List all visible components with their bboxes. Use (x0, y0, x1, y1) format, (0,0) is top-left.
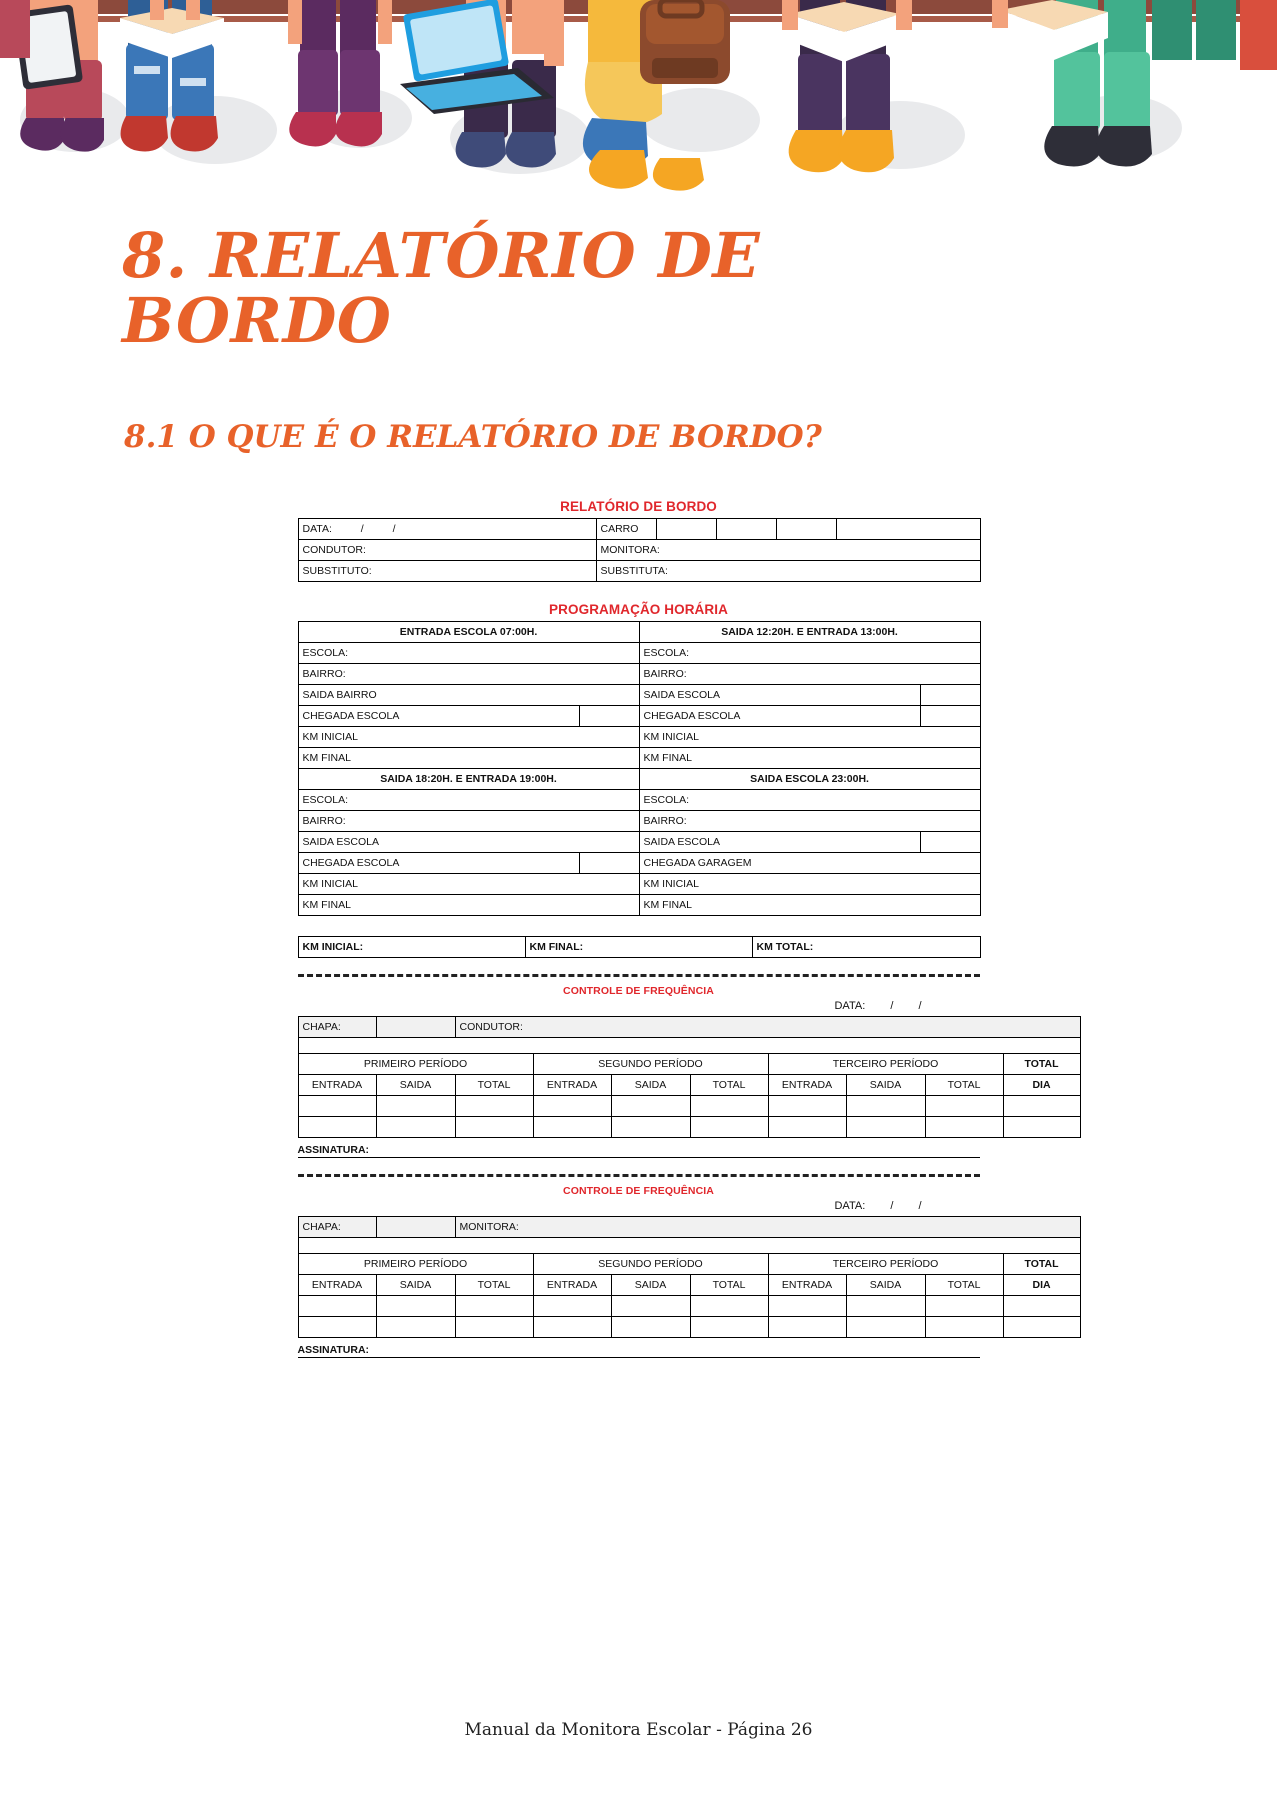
p3-total-a: TOTAL (925, 1075, 1003, 1096)
b2-km-final[interactable]: KM FINAL (639, 748, 980, 769)
c15[interactable] (611, 1117, 690, 1138)
km-summary-table (298, 936, 981, 958)
frequencia-condutor-table (298, 1016, 1081, 1138)
m4[interactable] (533, 1296, 611, 1317)
p2-saida-b: SAIDA (611, 1275, 690, 1296)
m11[interactable] (298, 1317, 376, 1338)
data-label-1: DATA: (834, 1000, 866, 1013)
b2-km-inicial[interactable]: KM INICIAL (639, 727, 980, 748)
dia-header-a: DIA (1003, 1075, 1080, 1096)
dia-header-b: DIA (1003, 1275, 1080, 1296)
frequencia-monitora-table (298, 1216, 1081, 1338)
m19[interactable] (925, 1317, 1003, 1338)
table-row (298, 1217, 1080, 1238)
b4-chegada-garagem[interactable]: CHEGADA GARAGEM (639, 853, 980, 874)
frequencia-data-line-1 (298, 1000, 980, 1012)
km-total[interactable]: KM TOTAL: (752, 937, 980, 958)
table-row (298, 1238, 1080, 1254)
m2[interactable] (376, 1296, 455, 1317)
slash-b1: / (918, 1000, 922, 1013)
frequencia-data-line-2 (298, 1200, 980, 1212)
total-header-b: TOTAL (1003, 1254, 1080, 1275)
b1-km-final[interactable]: KM FINAL (298, 748, 639, 769)
data-label-2: DATA: (834, 1200, 866, 1213)
students-illustration (0, 0, 1277, 205)
m14[interactable] (533, 1317, 611, 1338)
table-row (298, 1296, 1080, 1317)
carro-field-4[interactable] (836, 519, 980, 540)
chapa-label-1[interactable]: CHAPA: (298, 1017, 376, 1038)
p1-saida-a: SAIDA (376, 1075, 455, 1096)
p1-entrada-a: ENTRADA (298, 1075, 376, 1096)
b4-km-final[interactable]: KM FINAL (639, 895, 980, 916)
programacao-horaria-title: PROGRAMAÇÃO HORÁRIA (549, 602, 728, 618)
block-header-4: SAIDA ESCOLA 23:00H. (639, 769, 980, 790)
table-row (298, 1038, 1080, 1054)
periodo-1-header-b: PRIMEIRO PERÍODO (298, 1254, 533, 1275)
m8[interactable] (846, 1296, 925, 1317)
b3-km-final[interactable]: KM FINAL (298, 895, 639, 916)
b1-escola[interactable]: ESCOLA: (298, 643, 639, 664)
slash-1: / (360, 523, 364, 536)
c9[interactable] (925, 1096, 1003, 1117)
table-row (298, 874, 980, 895)
c16[interactable] (690, 1117, 768, 1138)
table-row (298, 937, 980, 958)
table-row (298, 664, 980, 685)
b4-saida-escola[interactable]: SAIDA ESCOLA (639, 832, 920, 853)
b1-bairro[interactable]: BAIRRO: (298, 664, 639, 685)
periodo-1-header-a: PRIMEIRO PERÍODO (298, 1054, 533, 1075)
page-title: 8. RELATÓRIO DE BORDO (122, 219, 761, 358)
c11[interactable] (298, 1117, 376, 1138)
p1-total-a: TOTAL (455, 1075, 533, 1096)
chapa-value-1[interactable] (376, 1017, 455, 1038)
periodo-3-header-a: TERCEIRO PERÍODO (768, 1054, 1003, 1075)
b2-escola[interactable]: ESCOLA: (639, 643, 980, 664)
periodo-3-header-b: TERCEIRO PERÍODO (768, 1254, 1003, 1275)
p3-saida-a: SAIDA (846, 1075, 925, 1096)
table-row (298, 706, 980, 727)
table-row (298, 1317, 1080, 1338)
p2-entrada-b: ENTRADA (533, 1275, 611, 1296)
p3-entrada-a: ENTRADA (768, 1075, 846, 1096)
carro-field-1[interactable] (656, 519, 716, 540)
dashed-divider-2 (298, 1174, 980, 1177)
p3-total-b: TOTAL (925, 1275, 1003, 1296)
m15[interactable] (611, 1317, 690, 1338)
m17[interactable] (768, 1317, 846, 1338)
b3-chegada-escola-value[interactable] (579, 853, 639, 874)
c17[interactable] (768, 1117, 846, 1138)
p1-entrada-b: ENTRADA (298, 1275, 376, 1296)
p3-entrada-b: ENTRADA (768, 1275, 846, 1296)
m10[interactable] (1003, 1296, 1080, 1317)
identificacao-table (298, 518, 981, 582)
controle-frequencia-title-1: CONTROLE DE FREQUÊNCIA (563, 985, 714, 998)
m1[interactable] (298, 1296, 376, 1317)
table-row (298, 519, 980, 540)
block-header-3: SAIDA 18:20H. E ENTRADA 19:00H. (298, 769, 639, 790)
m13[interactable] (455, 1317, 533, 1338)
b2-chegada-escola-value[interactable] (920, 706, 980, 727)
p2-saida-a: SAIDA (611, 1075, 690, 1096)
spacer-row-1 (298, 1038, 1080, 1054)
assinatura-condutor[interactable]: ASSINATURA: (298, 1144, 980, 1158)
c3[interactable] (455, 1096, 533, 1117)
table-row (298, 643, 980, 664)
assinatura-monitora[interactable]: ASSINATURA: (298, 1344, 980, 1358)
dashed-divider-1 (298, 974, 980, 977)
table-row (298, 790, 980, 811)
m9[interactable] (925, 1296, 1003, 1317)
b3-chegada-escola[interactable]: CHEGADA ESCOLA (298, 853, 579, 874)
table-row (298, 622, 980, 643)
c20[interactable] (1003, 1117, 1080, 1138)
carro-label-cell: CARRO (596, 519, 656, 540)
b4-escola[interactable]: ESCOLA: (639, 790, 980, 811)
relatorio-de-bordo-form (297, 499, 1059, 1358)
c1[interactable] (298, 1096, 376, 1117)
p2-total-a: TOTAL (690, 1075, 768, 1096)
substituta-label-cell[interactable]: SUBSTITUTA: (596, 561, 980, 582)
b2-chegada-escola[interactable]: CHEGADA ESCOLA (639, 706, 920, 727)
b1-chegada-escola[interactable]: CHEGADA ESCOLA (298, 706, 579, 727)
m5[interactable] (611, 1296, 690, 1317)
p2-entrada-a: ENTRADA (533, 1075, 611, 1096)
p1-saida-b: SAIDA (376, 1275, 455, 1296)
table-row (298, 685, 980, 706)
table-row (298, 1096, 1080, 1117)
km-inicial-total[interactable]: KM INICIAL: (298, 937, 525, 958)
c18[interactable] (846, 1117, 925, 1138)
table-row (298, 727, 980, 748)
m6[interactable] (690, 1296, 768, 1317)
p1-total-b: TOTAL (455, 1275, 533, 1296)
table-row (298, 1054, 1080, 1075)
total-header-a: TOTAL (1003, 1054, 1080, 1075)
controle-frequencia-title-2: CONTROLE DE FREQUÊNCIA (563, 1185, 714, 1198)
chapa-value-2[interactable] (376, 1217, 455, 1238)
periodo-2-header-b: SEGUNDO PERÍODO (533, 1254, 768, 1275)
c10[interactable] (1003, 1096, 1080, 1117)
condutor-label-freq[interactable]: CONDUTOR: (455, 1017, 1080, 1038)
b1-chegada-escola-value[interactable] (579, 706, 639, 727)
c14[interactable] (533, 1117, 611, 1138)
b4-km-inicial[interactable]: KM INICIAL (639, 874, 980, 895)
carro-field-2[interactable] (716, 519, 776, 540)
b1-saida-bairro[interactable]: SAIDA BAIRRO (298, 685, 639, 706)
b4-saida-escola-value[interactable] (920, 832, 980, 853)
c7[interactable] (768, 1096, 846, 1117)
slash-b2: / (918, 1200, 922, 1213)
table-row (298, 561, 980, 582)
monitora-label-freq[interactable]: MONITORA: (455, 1217, 1080, 1238)
table-row (298, 1275, 1080, 1296)
m3[interactable] (455, 1296, 533, 1317)
data-cell[interactable] (298, 519, 596, 540)
c8[interactable] (846, 1096, 925, 1117)
slash-2: / (392, 523, 396, 536)
c13[interactable] (455, 1117, 533, 1138)
chapa-label-2[interactable]: CHAPA: (298, 1217, 376, 1238)
periodo-2-header-a: SEGUNDO PERÍODO (533, 1054, 768, 1075)
table-row (298, 853, 980, 874)
c12[interactable] (376, 1117, 455, 1138)
header-illustration-banner (0, 0, 1277, 205)
p3-saida-b: SAIDA (846, 1275, 925, 1296)
table-row (298, 1075, 1080, 1096)
b3-bairro[interactable]: BAIRRO: (298, 811, 639, 832)
m20[interactable] (1003, 1317, 1080, 1338)
monitora-label-cell[interactable]: MONITORA: (596, 540, 980, 561)
c5[interactable] (611, 1096, 690, 1117)
table-row (298, 540, 980, 561)
m12[interactable] (376, 1317, 455, 1338)
table-row (298, 1117, 1080, 1138)
table-row (298, 832, 980, 853)
km-final-total[interactable]: KM FINAL: (525, 937, 752, 958)
b4-bairro[interactable]: BAIRRO: (639, 811, 980, 832)
block-header-1: ENTRADA ESCOLA 07:00H. (298, 622, 639, 643)
slash-a2: / (890, 1200, 894, 1213)
table-row (298, 811, 980, 832)
b2-saida-escola-value[interactable] (920, 685, 980, 706)
c2[interactable] (376, 1096, 455, 1117)
section-title: 8.1 O QUE É O RELATÓRIO DE BORDO? (124, 419, 822, 456)
table-row (298, 748, 980, 769)
b2-bairro[interactable]: BAIRRO: (639, 664, 980, 685)
m7[interactable] (768, 1296, 846, 1317)
b1-km-inicial[interactable]: KM INICIAL (298, 727, 639, 748)
programacao-horaria-table (298, 621, 981, 916)
c19[interactable] (925, 1117, 1003, 1138)
b3-km-inicial[interactable]: KM INICIAL (298, 874, 639, 895)
m18[interactable] (846, 1317, 925, 1338)
block-header-2: SAIDA 12:20H. E ENTRADA 13:00H. (639, 622, 980, 643)
c4[interactable] (533, 1096, 611, 1117)
spacer-row-2 (298, 1238, 1080, 1254)
b3-saida-escola[interactable]: SAIDA ESCOLA (298, 832, 639, 853)
table-row (298, 1254, 1080, 1275)
substituto-label-cell[interactable]: SUBSTITUTO: (298, 561, 596, 582)
page-footer: Manual da Monitora Escolar - Página 26 (464, 1720, 813, 1740)
carro-field-3[interactable] (776, 519, 836, 540)
condutor-label-cell[interactable]: CONDUTOR: (298, 540, 596, 561)
table-row (298, 769, 980, 790)
c6[interactable] (690, 1096, 768, 1117)
table-row (298, 1017, 1080, 1038)
b2-saida-escola[interactable]: SAIDA ESCOLA (639, 685, 920, 706)
data-label: DATA: (302, 523, 332, 536)
m16[interactable] (690, 1317, 768, 1338)
form-title: RELATÓRIO DE BORDO (560, 499, 717, 515)
p2-total-b: TOTAL (690, 1275, 768, 1296)
table-row (298, 895, 980, 916)
b3-escola[interactable]: ESCOLA: (298, 790, 639, 811)
slash-a1: / (890, 1000, 894, 1013)
